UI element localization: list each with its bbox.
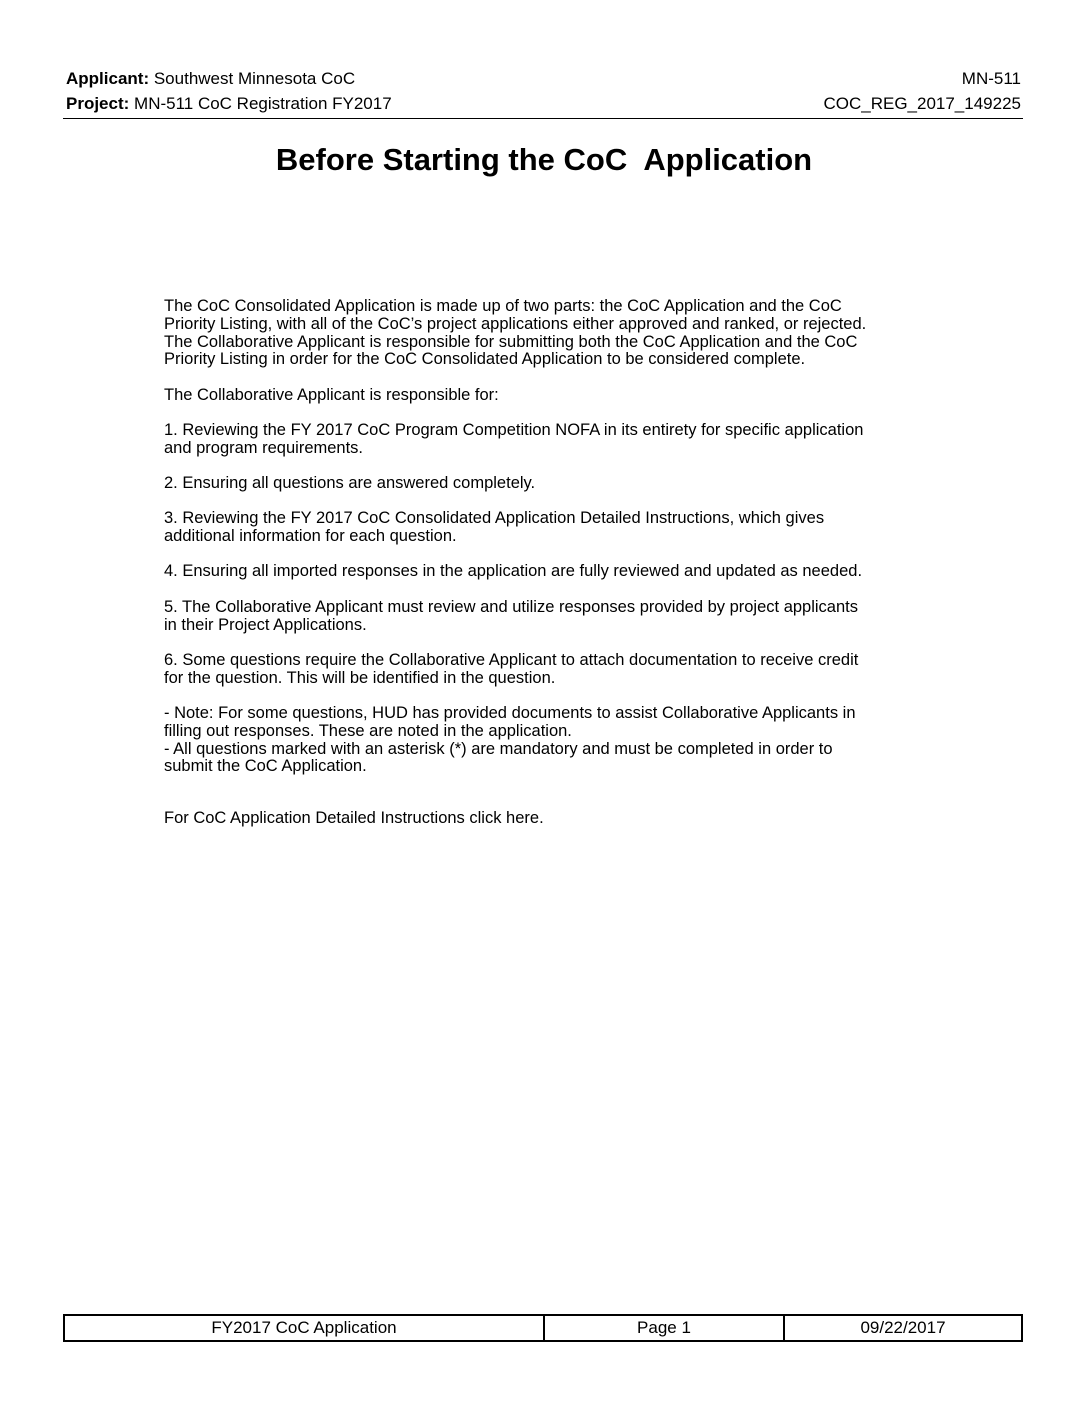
intro-paragraph: The CoC Consolidated Application is made up of two parts: the CoC Application and the CoC Priority Listing, with all of the CoC’s project applications either approved and ranked, or rejected. The Collaborative Applicant is responsible for submitting both the CoC Application and the CoC Priority Listing in order for the CoC Consolidated Application to be considered complete. xyxy=(164,297,867,369)
project-field xyxy=(66,93,392,115)
list-item-6: 6. Some questions require the Collaborative Applicant to attach documentation to receive credit for the question. This will be identified in the question. xyxy=(164,650,859,687)
header-row-applicant xyxy=(66,68,1021,90)
applicant-field xyxy=(66,68,355,90)
page-title: Before Starting the CoC Application xyxy=(275,142,813,177)
applicant-value: Southwest Minnesota CoC xyxy=(153,69,356,88)
header-row-project xyxy=(66,93,1021,115)
footer-date: 09/22/2017 xyxy=(860,1318,946,1337)
header-divider xyxy=(63,118,1023,119)
list-item-1: 1. Reviewing the FY 2017 CoC Program Competition NOFA in its entirety for specific application and program requirements. xyxy=(164,420,864,457)
registration-id: COC_REG_2017_149225 xyxy=(823,94,1021,113)
footer-document-name: FY2017 CoC Application xyxy=(65,1316,545,1340)
responsible-heading: The Collaborative Applicant is responsible for: xyxy=(164,385,499,404)
instructions-body xyxy=(164,298,954,828)
project-label: Project: xyxy=(66,94,130,113)
list-item-3: 3. Reviewing the FY 2017 CoC Consolidated Application Detailed Instructions, which gives additional information for each question. xyxy=(164,509,825,546)
notes-paragraph: - Note: For some questions, HUD has provided documents to assist Collaborative Applicants in filling out responses. These are noted in the application. - All questions marked with an asterisk (*) are mandatory and must be completed in order to submit the CoC Application. xyxy=(164,703,856,776)
coc-id: MN-511 xyxy=(961,69,1021,88)
project-value: MN-511 CoC Registration FY2017 xyxy=(134,94,392,113)
list-item-4: 4. Ensuring all imported responses in the application are fully reviewed and updated as needed. xyxy=(164,562,863,581)
detailed-instructions-link[interactable]: For CoC Application Detailed Instructions click here. xyxy=(164,809,544,828)
applicant-label: Applicant: xyxy=(66,69,150,88)
page-footer xyxy=(63,1314,1023,1342)
list-item-2: 2. Ensuring all questions are answered completely. xyxy=(164,474,536,493)
footer-page-number: Page 1 xyxy=(545,1316,785,1340)
list-item-5: 5. The Collaborative Applicant must review and utilize responses provided by project applicants in their Project Applications. xyxy=(164,597,858,634)
